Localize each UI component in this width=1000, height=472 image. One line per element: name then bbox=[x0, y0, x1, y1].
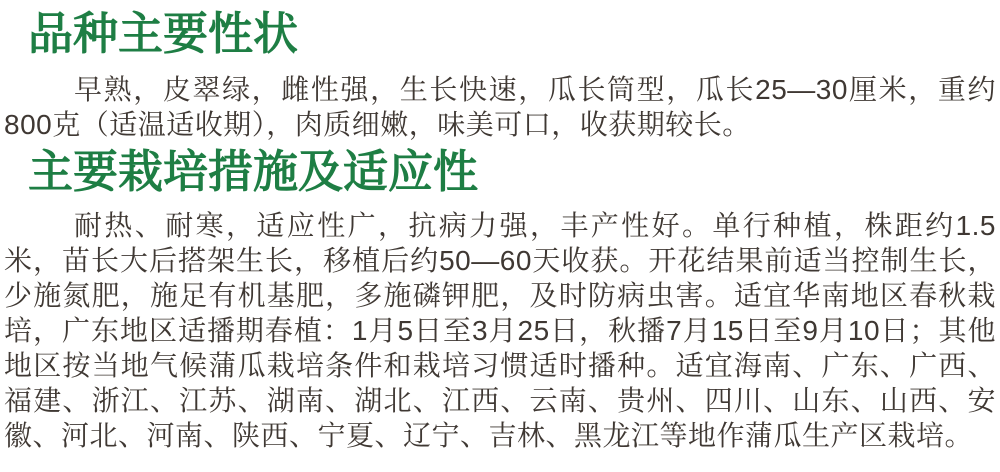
paragraph-cultivation-measures: 耐热、耐寒，适应性广，抗病力强，丰产性好。单行种植，株距约1.5米，苗长大后搭架生长，移植后约50—60天收获。开花结果前适当控制生长，少施氮肥，施足有机基肥，多施磷钾肥，及时防病虫害。适宜华南地区春秋栽培，广东地区适播期春植：1月5日至3月25日，秋播7月15日至9月10日；其他地区按当地气候蒲瓜栽培条件和栽培习惯适时播种。适宜海南、广东、广西、福建、浙江、江苏、湖南、湖北、江西、云南、贵州、四川、山东、山西、安徽、河北、河南、陕西、宁夏、辽宁、吉林、黑龙江等地作蒲瓜生产区栽培。 bbox=[4, 210, 996, 451]
section-variety-characteristics bbox=[4, 10, 996, 142]
paragraph-variety-characteristics: 早熟，皮翠绿，雌性强，生长快速，瓜长筒型，瓜长25—30厘米，重约800克（适温适收期），肉质细嫩，味美可口，收获期较长。 bbox=[4, 74, 996, 140]
section-heading-variety-characteristics: 品种主要性状 bbox=[28, 9, 299, 59]
section-heading-cultivation-measures: 主要栽培措施及适应性 bbox=[28, 147, 479, 197]
section-cultivation-measures bbox=[4, 148, 996, 453]
